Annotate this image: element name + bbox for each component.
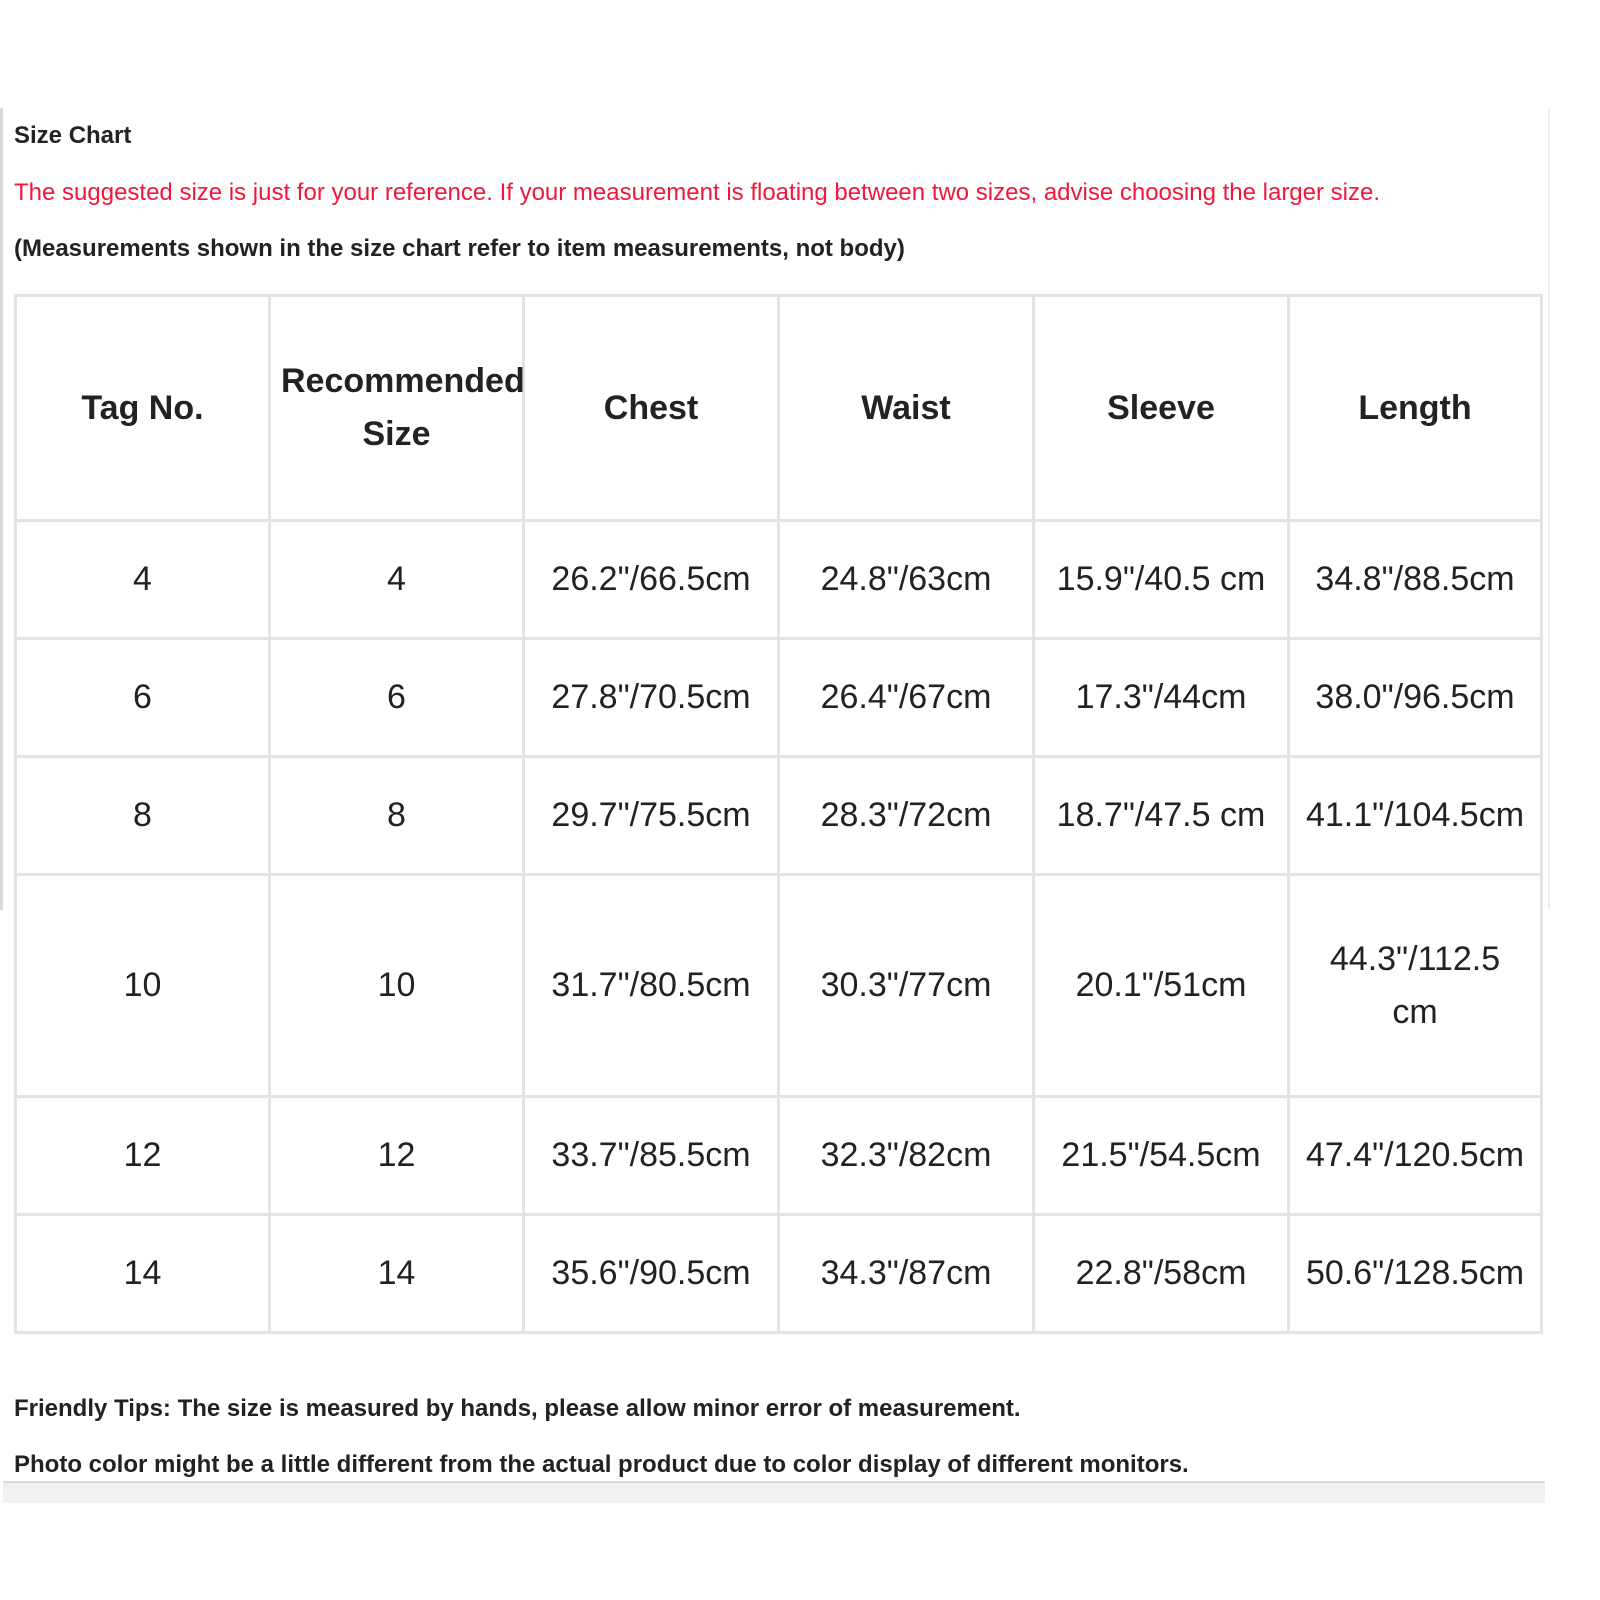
tag-no-cell: 4 [16,521,270,639]
bottom-divider [3,1481,1545,1503]
column-header-tag-no: Tag No. [16,296,270,521]
tag-no-cell: 6 [16,639,270,757]
table-row [16,1097,1542,1215]
table-row [16,875,1542,1097]
waist-cell: 32.3"/82cm [779,1097,1034,1215]
sleeve-cell: 17.3"/44cm [1034,639,1289,757]
table-row [16,1215,1542,1333]
table-header-row [16,296,1542,521]
length-cell: 41.1"/104.5cm [1289,757,1542,875]
left-divider [0,108,3,910]
sleeve-cell: 22.8"/58cm [1034,1215,1289,1333]
table-row [16,639,1542,757]
sleeve-cell: 18.7"/47.5 cm [1034,757,1289,875]
chest-cell: 26.2"/66.5cm [524,521,779,639]
sleeve-cell: 21.5"/54.5cm [1034,1097,1289,1215]
recommended-size-cell: 4 [270,521,524,639]
chest-cell: 27.8"/70.5cm [524,639,779,757]
waist-cell: 34.3"/87cm [779,1215,1034,1333]
chest-cell: 29.7"/75.5cm [524,757,779,875]
right-divider [1548,108,1550,910]
friendly-tip: Friendly Tips: The size is measured by hands, please allow minor error of measurement. [14,1395,1021,1422]
table-row [16,757,1542,875]
column-header-recommended-size: Recommended Size [270,296,524,521]
measurement-note: (Measurements shown in the size chart refer to item measurements, not body) [14,235,905,262]
chest-cell: 33.7"/85.5cm [524,1097,779,1215]
sleeve-cell: 20.1"/51cm [1034,875,1289,1097]
column-header-chest: Chest [524,296,779,521]
table-row [16,521,1542,639]
recommended-size-cell: 12 [270,1097,524,1215]
column-header-length: Length [1289,296,1542,521]
chest-cell: 35.6"/90.5cm [524,1215,779,1333]
length-cell: 44.3"/112.5 cm [1289,875,1542,1097]
recommended-size-cell: 6 [270,639,524,757]
recommended-size-cell: 8 [270,757,524,875]
sleeve-cell: 15.9"/40.5 cm [1034,521,1289,639]
tag-no-cell: 12 [16,1097,270,1215]
length-cell: 47.4"/120.5cm [1289,1097,1542,1215]
column-header-waist: Waist [779,296,1034,521]
photo-color-note: Photo color might be a little different from the actual product due to color display of different monitors. [14,1451,1189,1478]
tag-no-cell: 8 [16,757,270,875]
chest-cell: 31.7"/80.5cm [524,875,779,1097]
size-reference-note: The suggested size is just for your reference. If your measurement is floating between two sizes, advise choosing the larger size. [14,179,1381,206]
length-cell: 38.0"/96.5cm [1289,639,1542,757]
waist-cell: 24.8"/63cm [779,521,1034,639]
tag-no-cell: 10 [16,875,270,1097]
waist-cell: 26.4"/67cm [779,639,1034,757]
recommended-size-cell: 10 [270,875,524,1097]
column-header-sleeve: Sleeve [1034,296,1289,521]
tag-no-cell: 14 [16,1215,270,1333]
length-cell: 34.8"/88.5cm [1289,521,1542,639]
waist-cell: 30.3"/77cm [779,875,1034,1097]
waist-cell: 28.3"/72cm [779,757,1034,875]
recommended-size-cell: 14 [270,1215,524,1333]
size-chart-title: Size Chart [14,122,132,149]
size-table [14,294,1543,1334]
length-cell: 50.6"/128.5cm [1289,1215,1542,1333]
